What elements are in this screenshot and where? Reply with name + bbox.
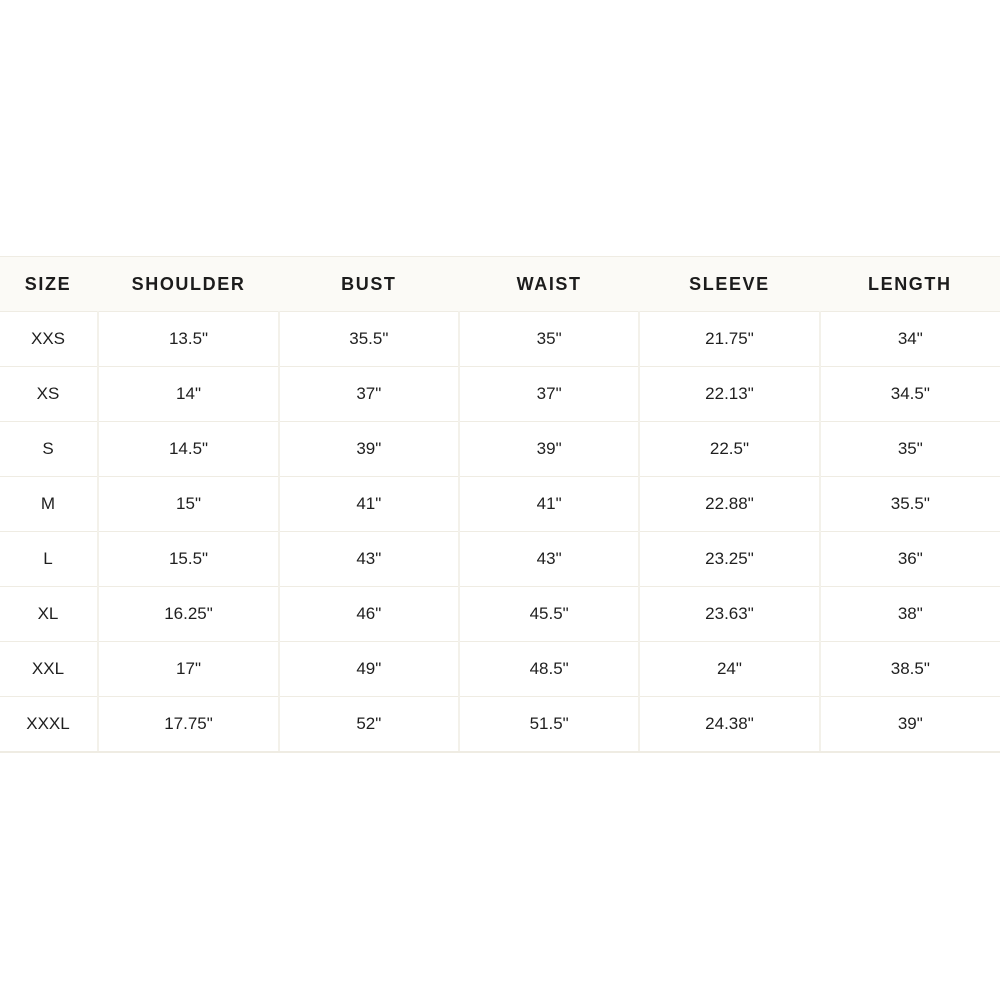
cell-sleeve: 23.25" <box>639 532 819 587</box>
table-row <box>0 642 1000 697</box>
cell-shoulder: 15.5" <box>98 532 278 587</box>
table-row <box>0 367 1000 422</box>
cell-waist: 39" <box>459 422 639 477</box>
cell-bust: 37" <box>279 367 459 422</box>
table-row <box>0 312 1000 367</box>
cell-bust: 46" <box>279 587 459 642</box>
header-waist: WAIST <box>459 257 639 312</box>
table-row <box>0 587 1000 642</box>
cell-waist: 45.5" <box>459 587 639 642</box>
cell-waist: 43" <box>459 532 639 587</box>
cell-length: 35" <box>820 422 1000 477</box>
cell-waist: 35" <box>459 312 639 367</box>
cell-size <box>0 532 98 587</box>
cell-length: 35.5" <box>820 477 1000 532</box>
cell-shoulder: 13.5" <box>98 312 278 367</box>
cell-shoulder: 14" <box>98 367 278 422</box>
cell-waist: 48.5" <box>459 642 639 697</box>
cell-size-label: XXXL <box>26 714 70 733</box>
cell-waist: 51.5" <box>459 697 639 753</box>
cell-bust: 49" <box>279 642 459 697</box>
cell-size <box>0 477 98 532</box>
cell-size <box>0 697 98 753</box>
cell-size-label: M <box>40 494 56 513</box>
header-size-label: SIZE <box>24 273 72 294</box>
size-chart-body <box>0 312 1000 753</box>
cell-length: 39" <box>820 697 1000 753</box>
cell-shoulder: 17" <box>98 642 278 697</box>
cell-shoulder: 14.5" <box>98 422 278 477</box>
header-sleeve: SLEEVE <box>639 257 819 312</box>
cell-sleeve: 21.75" <box>639 312 819 367</box>
cell-shoulder: 15" <box>98 477 278 532</box>
header-size <box>0 257 98 312</box>
cell-shoulder: 17.75" <box>98 697 278 753</box>
cell-size-label: XXL <box>31 659 65 678</box>
cell-sleeve: 24.38" <box>639 697 819 753</box>
cell-length: 36" <box>820 532 1000 587</box>
cell-waist: 37" <box>459 367 639 422</box>
cell-shoulder: 16.25" <box>98 587 278 642</box>
table-row <box>0 422 1000 477</box>
cell-size <box>0 367 98 422</box>
cell-size <box>0 587 98 642</box>
cell-size-label: XS <box>36 384 60 403</box>
cell-bust: 52" <box>279 697 459 753</box>
size-chart-header <box>0 257 1000 312</box>
cell-bust: 35.5" <box>279 312 459 367</box>
cell-size-label: S <box>42 439 54 458</box>
table-row <box>0 532 1000 587</box>
cell-size <box>0 312 98 367</box>
cell-bust: 39" <box>279 422 459 477</box>
cell-size-label: L <box>43 549 53 568</box>
cell-size-label: XL <box>37 604 59 623</box>
cell-sleeve: 24" <box>639 642 819 697</box>
cell-sleeve: 23.63" <box>639 587 819 642</box>
cell-size-label: XXS <box>30 329 66 348</box>
cell-sleeve: 22.88" <box>639 477 819 532</box>
cell-length: 34.5" <box>820 367 1000 422</box>
cell-sleeve: 22.13" <box>639 367 819 422</box>
header-shoulder: SHOULDER <box>98 257 278 312</box>
header-bust: BUST <box>279 257 459 312</box>
cell-length: 38.5" <box>820 642 1000 697</box>
cell-size <box>0 422 98 477</box>
header-length: LENGTH <box>820 257 1000 312</box>
cell-waist: 41" <box>459 477 639 532</box>
header-row <box>0 257 1000 312</box>
cell-size <box>0 642 98 697</box>
table-row <box>0 697 1000 753</box>
table-row <box>0 477 1000 532</box>
cell-length: 34" <box>820 312 1000 367</box>
size-chart-table <box>0 256 1000 753</box>
cell-sleeve: 22.5" <box>639 422 819 477</box>
cell-bust: 41" <box>279 477 459 532</box>
cell-bust: 43" <box>279 532 459 587</box>
cell-length: 38" <box>820 587 1000 642</box>
